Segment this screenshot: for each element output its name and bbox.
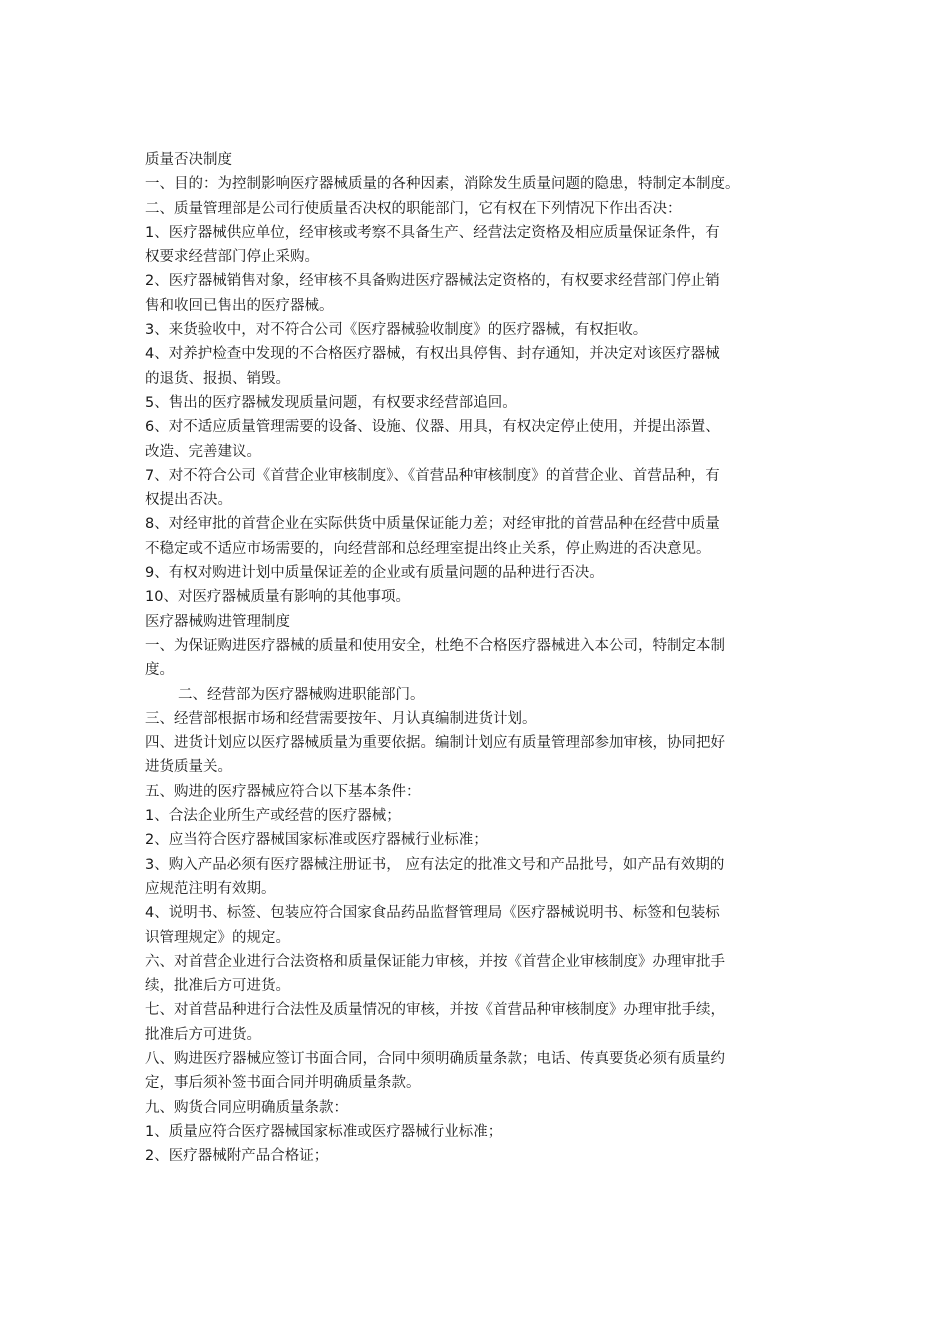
text-line: 定，事后须补签书面合同并明确质量条款。 <box>145 1075 421 1092</box>
text-line: 五、购进的医疗器械应符合以下基本条件： <box>145 783 421 800</box>
text-line: 续，批准后方可进货。 <box>145 978 290 995</box>
text-line: 7、对不符合公司《首营企业审核制度》、《首营品种审核制度》的首营企业、首营品种，有 <box>145 467 720 484</box>
text-line: 的退货、报损、销毁。 <box>145 370 290 387</box>
text-line: 二、质量管理部是公司行使质量否决权的职能部门，它有权在下列情况下作出否决： <box>145 200 682 217</box>
document-page <box>145 148 810 1168</box>
text-line: 权要求经营部门停止采购。 <box>145 249 319 266</box>
text-line: 1、合法企业所生产或经营的医疗器械； <box>145 808 401 825</box>
text-line: 进货质量关。 <box>145 759 232 776</box>
text-line: 一、目的：为控制影响医疗器械质量的各种因素，消除发生质量问题的隐患，特制定本制度。 <box>145 176 740 193</box>
text-line: 2、应当符合医疗器械国家标准或医疗器械行业标准； <box>145 832 488 849</box>
text-line: 二、经营部为医疗器械购进职能部门。 <box>178 686 425 703</box>
text-line: 售和收回已售出的医疗器械。 <box>145 297 334 314</box>
text-line: 识管理规定》的规定。 <box>145 929 290 946</box>
text-line: 批准后方可进货。 <box>145 1026 261 1043</box>
text-line: 2、医疗器械附产品合格证； <box>145 1148 329 1165</box>
text-line: 3、来货验收中，对不符合公司《医疗器械验收制度》的医疗器械，有权拒收。 <box>145 322 648 339</box>
text-line: 4、对养护检查中发现的不合格医疗器械，有权出具停售、封存通知，并决定对该医疗器械 <box>145 346 720 363</box>
text-line: 权提出否决。 <box>145 492 232 509</box>
text-line: 一、为保证购进医疗器械的质量和使用安全，杜绝不合格医疗器械进入本公司，特制定本制 <box>145 637 725 654</box>
text-line: 2、医疗器械销售对象，经审核不具备购进医疗器械法定资格的，有权要求经营部门停止销 <box>145 273 720 290</box>
text-line: 10、对医疗器械质量有影响的其他事项。 <box>145 589 410 606</box>
text-line: 改造、完善建议。 <box>145 443 261 460</box>
text-line: 不稳定或不适应市场需要的，向经营部和总经理室提出终止关系，停止购进的否决意见。 <box>145 540 711 557</box>
text-line: 1、质量应符合医疗器械国家标准或医疗器械行业标准； <box>145 1123 503 1140</box>
text-line: 六、对首营企业进行合法资格和质量保证能力审核，并按《首营企业审核制度》办理审批手 <box>145 953 725 970</box>
text-line: 七、对首营品种进行合法性及质量情况的审核，并按《首营品种审核制度》办理审批手续， <box>145 1002 725 1019</box>
text-line: 四、进货计划应以医疗器械质量为重要依据。编制计划应有质量管理部参加审核，协同把好 <box>145 735 725 752</box>
text-line: 九、购货合同应明确质量条款： <box>145 1099 348 1116</box>
text-line: 6、对不适应质量管理需要的设备、设施、仪器、用具，有权决定停止使用，并提出添置、 <box>145 419 720 436</box>
text-line: 1、医疗器械供应单位，经审核或考察不具备生产、经营法定资格及相应质量保证条件，有 <box>145 224 720 241</box>
text-line: 应规范注明有效期。 <box>145 880 276 897</box>
text-line: 8、对经审批的首营企业在实际供货中质量保证能力差；对经审批的首营品种在经营中质量 <box>145 516 720 533</box>
text-line: 度。 <box>145 662 174 679</box>
text-line: 质量否决制度 <box>145 152 232 168</box>
text-line: 4、说明书、标签、包装应符合国家食品药品监督管理局《医疗器械说明书、标签和包装标 <box>145 905 720 922</box>
text-line: 医疗器械购进管理制度 <box>145 613 290 630</box>
text-line: 八、购进医疗器械应签订书面合同，合同中须明确质量条款；电话、传真要货必须有质量约 <box>145 1050 725 1067</box>
text-line: 5、售出的医疗器械发现质量问题，有权要求经营部追回。 <box>145 394 517 411</box>
text-line: 三、经营部根据市场和经营需要按年、月认真编制进货计划。 <box>145 710 537 727</box>
text-line: 3、购入产品必须有医疗器械注册证书， 应有法定的批准文号和产品批号，如产品有效期的 <box>145 856 725 873</box>
text-line: 9、有权对购进计划中质量保证差的企业或有质量问题的品种进行否决。 <box>145 565 604 582</box>
